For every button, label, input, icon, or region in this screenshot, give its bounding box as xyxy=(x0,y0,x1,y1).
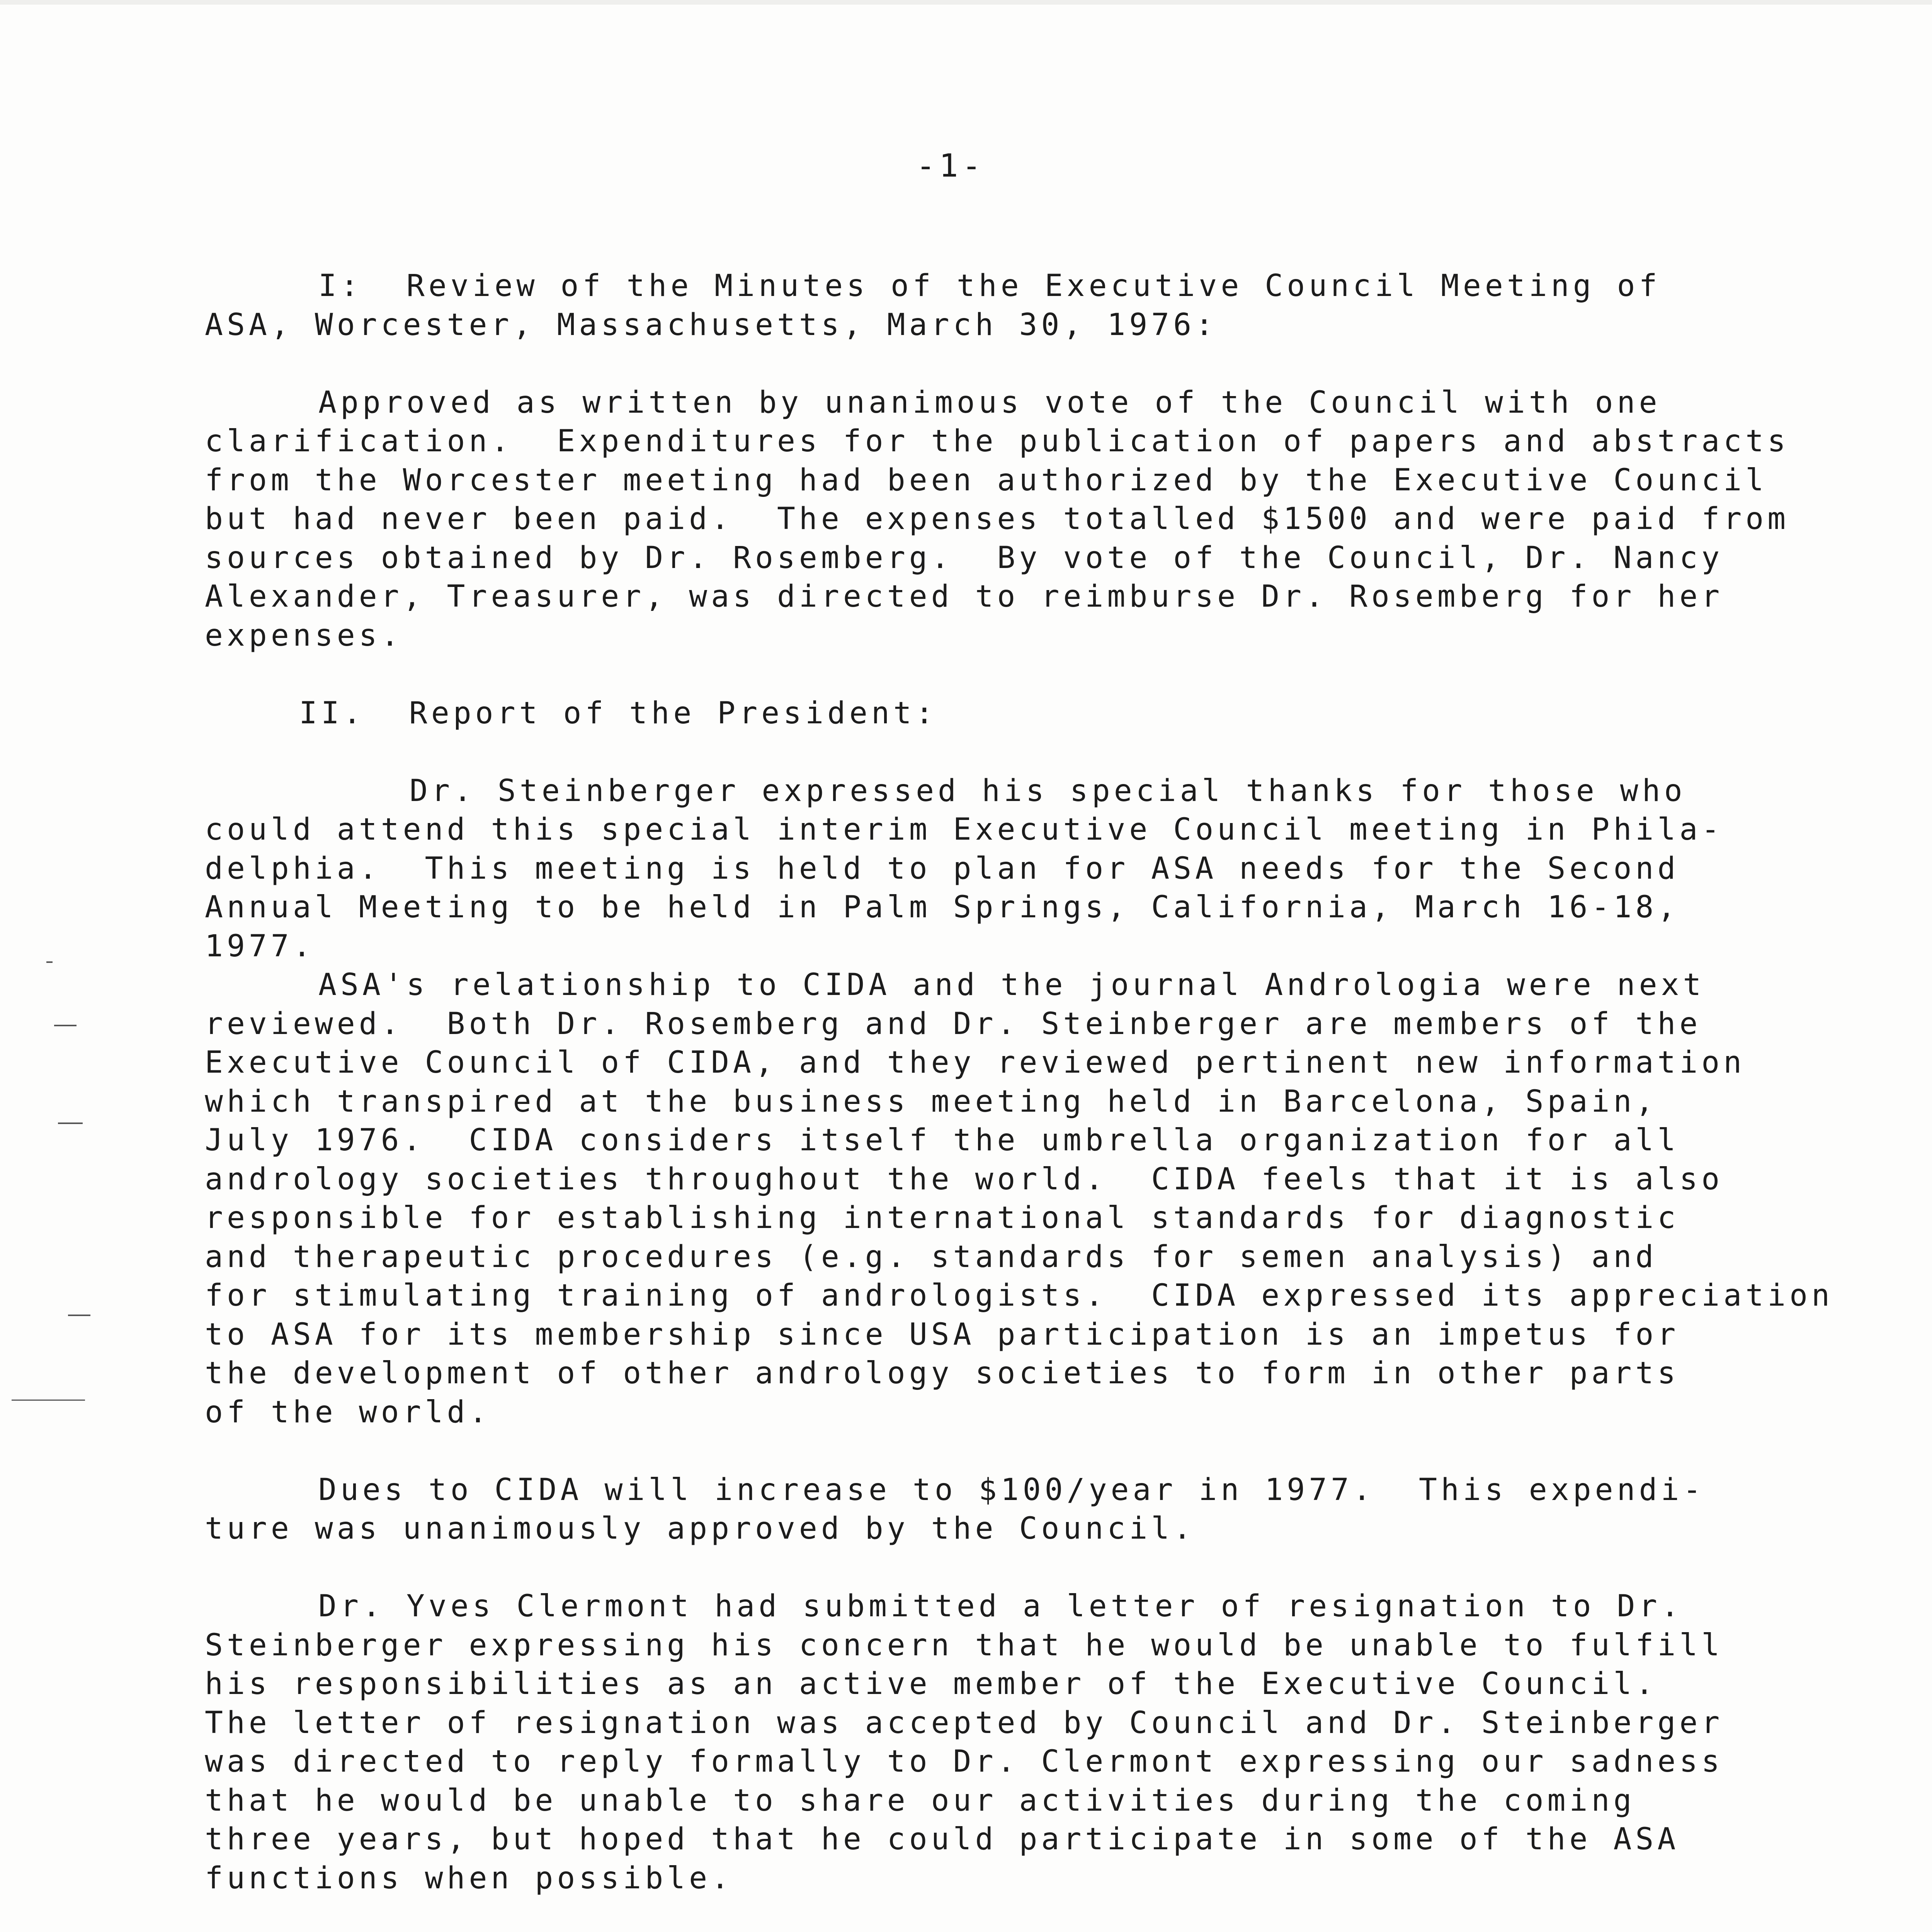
paragraph-line: for stimulating training of andrologists. CIDA expressed its appreciation xyxy=(205,1278,1834,1313)
paragraph-line: to ASA for its membership since USA participation is an impetus for xyxy=(205,1317,1680,1352)
paragraph-line: his responsibilities as an active member of the Executive Council. xyxy=(205,1667,1658,1701)
paragraph-line: delphia. This meeting is held to plan for ASA needs for the Second xyxy=(205,851,1680,886)
page-top-edge xyxy=(0,0,1932,5)
paragraph-line: Annual Meeting to be held in Palm Springs, California, March 16-18, xyxy=(205,890,1680,925)
paragraph-line: but had never been paid. The expenses totalled $1500 and were paid from xyxy=(205,502,1790,536)
paragraph-line: functions when possible. xyxy=(205,1861,733,1896)
paragraph-line: Dr. Yves Clermont had submitted a letter of resignation to Dr. xyxy=(318,1589,1683,1624)
paragraph-line: The letter of resignation was accepted by Council and Dr. Steinberger xyxy=(205,1705,1724,1740)
section-heading-line: II. Report of the President: xyxy=(299,696,937,731)
paragraph-line: clarification. Expenditures for the publication of papers and abstracts xyxy=(205,424,1790,459)
paragraph-line: Dr. Steinberger expressed his special thanks for those who xyxy=(410,773,1686,808)
paragraph-line: of the world. xyxy=(205,1395,491,1430)
margin-mark xyxy=(68,1315,90,1316)
margin-mark xyxy=(12,1400,85,1401)
section-heading-line: ASA, Worcester, Massachusetts, March 30, 1976: xyxy=(205,307,1218,342)
margin-mark xyxy=(58,1122,83,1124)
paragraph-line: ASA's relationship to CIDA and the journal Andrologia were next xyxy=(318,968,1705,1002)
paragraph-line: July 1976. CIDA considers itself the umbrella organization for all xyxy=(205,1123,1680,1158)
paragraph-line: Approved as written by unanimous vote of the Council with one xyxy=(318,385,1661,420)
paragraph-line: reviewed. Both Dr. Rosemberg and Dr. Steinberger are members of the xyxy=(205,1006,1702,1041)
document-body xyxy=(205,267,1932,1932)
paragraph-line: andrology societies throughout the world. CIDA feels that it is also xyxy=(205,1162,1724,1197)
paragraph-line: from the Worcester meeting had been authorized by the Executive Council xyxy=(205,463,1768,498)
paragraph-line: Steinberger expressing his concern that he would be unable to fulfill xyxy=(205,1628,1724,1663)
paragraph-line: which transpired at the business meeting held in Barcelona, Spain, xyxy=(205,1084,1658,1119)
paragraph-line: Dues to CIDA will increase to $100/year in 1977. This expendi- xyxy=(318,1472,1705,1507)
paragraph-line: Alexander, Treasurer, was directed to reimburse Dr. Rosemberg for her xyxy=(205,579,1724,614)
paragraph-line: Executive Council of CIDA, and they reviewed pertinent new information xyxy=(205,1045,1746,1080)
paragraph-line: the development of other andrology societies to form in other parts xyxy=(205,1356,1680,1391)
paragraph-line: was directed to reply formally to Dr. Clermont expressing our sadness xyxy=(205,1744,1724,1779)
paragraph-line: expenses. xyxy=(205,618,403,653)
margin-mark xyxy=(46,961,53,963)
margin-mark xyxy=(54,1025,77,1026)
paragraph-line: and therapeutic procedures (e.g. standards for semen analysis) and xyxy=(205,1239,1658,1274)
paragraph-line: that he would be unable to share our activities during the coming xyxy=(205,1783,1636,1818)
paragraph-line: three years, but hoped that he could participate in some of the ASA xyxy=(205,1822,1680,1857)
paragraph-line: 1977. xyxy=(205,929,315,964)
page-number: -1- xyxy=(916,148,985,184)
paragraph-line: responsible for establishing international standards for diagnostic xyxy=(205,1201,1680,1235)
paragraph-line: could attend this special interim Executive Council meeting in Phila- xyxy=(205,812,1724,847)
paragraph-line: sources obtained by Dr. Rosemberg. By vote of the Council, Dr. Nancy xyxy=(205,540,1724,575)
paragraph-line: ture was unanimously approved by the Council. xyxy=(205,1511,1196,1546)
section-heading-line: I: Review of the Minutes of the Executive Council Meeting of xyxy=(318,269,1661,303)
